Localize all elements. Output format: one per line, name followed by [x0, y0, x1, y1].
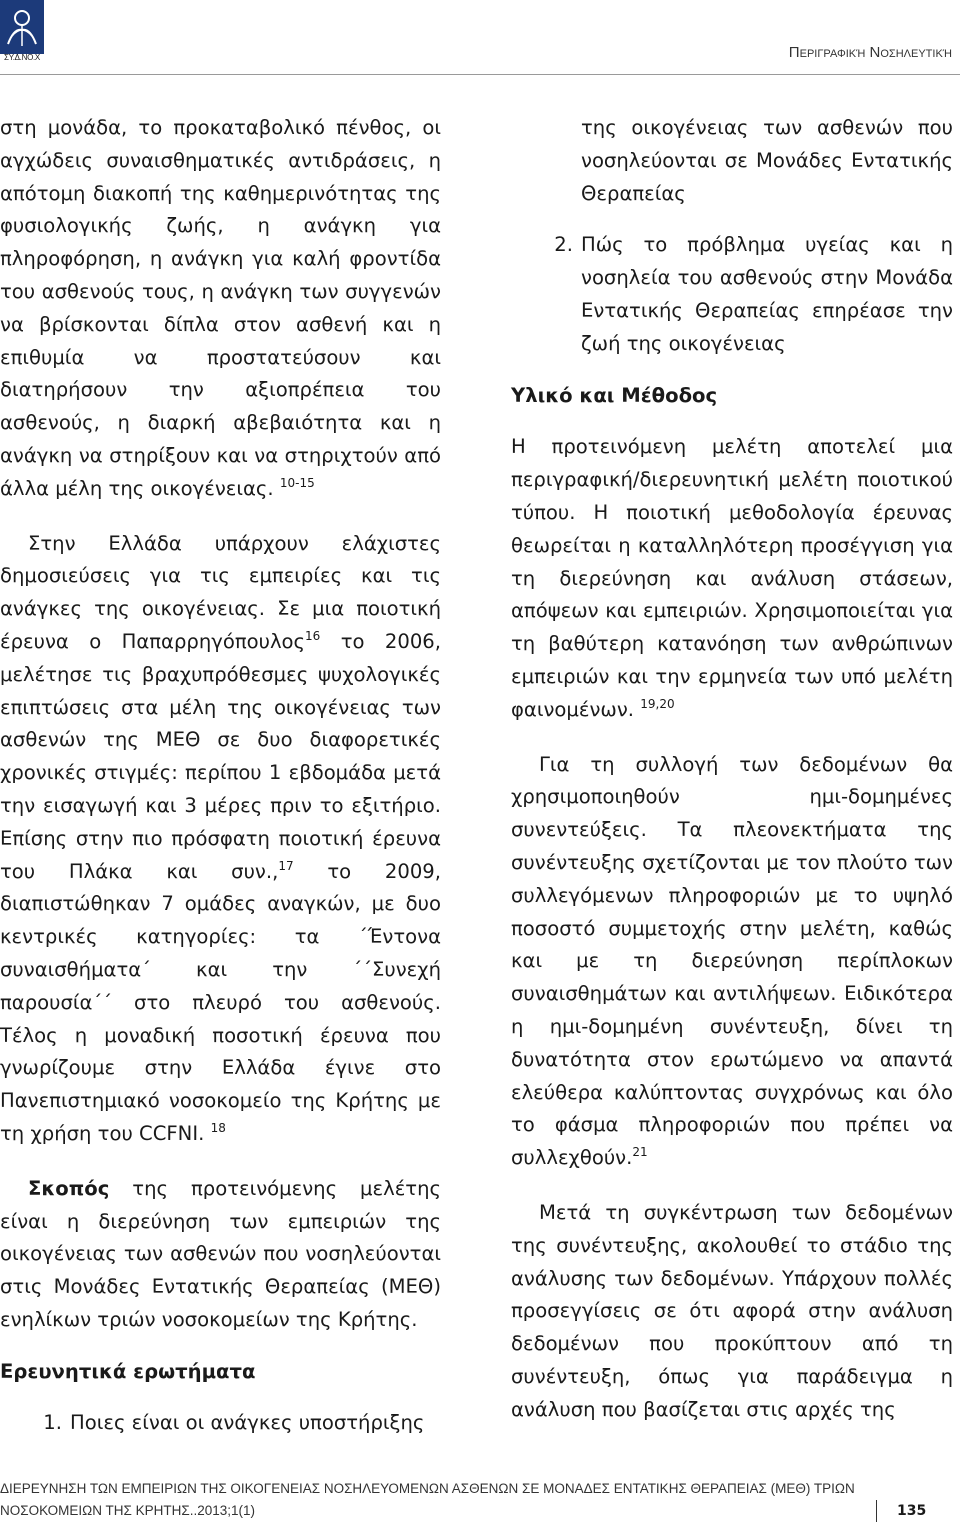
citation: 19,20 — [640, 696, 675, 711]
paragraph-text: το 2009, διαπιστώθηκαν 7 ομάδες αναγκών, με δυο κεντρικές κατηγορίες: τα ΄Έντονα συναισθήματα΄ και την ΄΄Συνεχή παρουσία΄΄ στο πλευρό του ασθενούς. Τέλος η μοναδική ποσοτική έρευνα που γνωρίζουμε στην Ελλάδα έγινε στο Πανεπιστημιακό νοσοκομείο της Κρήτης με τη χρήση του CCFNI. — [0, 859, 442, 1145]
logo-text: ΣΥ.Δ.ΝΟ.Χ — [4, 53, 40, 62]
footer-line-2: ΝΟΣΟΚΟΜΕΙΩΝ ΤΗΣ ΚΡΗΤΗΣ..2013;1(1) — [0, 1503, 256, 1518]
list-text: Πώς το πρόβλημα υγείας και η νοσηλεία του ασθενούς στην Μονάδα Εντατικής Θεραπείας επηρέασε την ζωή της οικογένειας — [581, 233, 953, 355]
paragraph-data-analysis: Μετά τη συγκέντρωση των δεδομένων της συνέντευξης, ακολουθεί το στάδιο της ανάλυσης των δεδομένων. Υπάρχουν πολλές προσεγγίσεις σε ότι αφορά στην ανάλυση δεδομένων που προκύπτουν από τη συνέντευξη, όπως για παράδειγμα η ανάλυση που βασίζεται στις αρχές της — [511, 1200, 953, 1421]
journal-logo — [0, 0, 44, 66]
list-number: 1. — [43, 1411, 62, 1435]
citation: 10-15 — [279, 475, 315, 490]
left-column — [0, 112, 441, 1440]
paragraph-data-collection — [511, 749, 953, 1175]
paragraph-text: Η προτεινόμενη μελέτη αποτελεί μια περιγραφική/διερευνητική μελέτη ποιοτικού τύπου. Η ποιοτική μεθοδολογία έρευνας θεωρείται η καταλληλότερη προσέγγιση για τη διερεύνηση και ανάλυση στάσεων, απόψεων και εμπειριών. Χρησιμοποιείται για τη βαθύτερη κατανόηση των ανθρώπινων εμπειριών και την ερμηνεία των υπό μελέτη φαινομένων. — [511, 435, 953, 721]
paragraph-study-design — [511, 431, 953, 726]
paragraph-text: Στην Ελλάδα υπάρχουν ελάχιστες δημοσιεύσεις για τις εμπειρίες και τις ανάγκες της οικογένειας. Σε μια ποιοτική έρευνα ο Παπαρρηγόπουλος — [0, 531, 441, 653]
citation: 17 — [278, 858, 294, 873]
paragraph-text: το 2006, μελέτησε τις βραχυπρόθεσμες ψυχολογικές επιπτώσεις στα μέλη της οικογένειας των ασθενών της ΜΕΘ σε δυο διαφορετικές χρονικές στιγμές: περίπου 1 εβδομάδα μετά την εισαγωγή και 3 μέρες πριν το εξιτήριο. Επίσης στην πιο πρόσφατη ποιοτική έρευνα του Πλάκα και συν., — [0, 629, 441, 883]
aim-label: Σκοπός — [28, 1176, 110, 1200]
list-continuation: της οικογένειας των ασθενών που νοσηλεύονται σε Μονάδες Εντατικής Θεραπείας — [581, 116, 953, 205]
citation: 21 — [632, 1145, 648, 1160]
list-item — [0, 1407, 441, 1440]
citation: 18 — [210, 1120, 226, 1135]
paragraph-text: της προτεινόμενης μελέτης είναι η διερεύνηση των εμπειριών της οικογένειας των ασθενών που νοσηλεύονται στις Μονάδες Εντατικής Θεραπείας (ΜΕΘ) ενηλίκων τριών νοσοκομείων της Κρήτης. — [0, 1176, 441, 1331]
paragraph-family-needs — [0, 112, 441, 506]
paragraph-aim — [0, 1173, 441, 1337]
methods-heading: Υλικό και Μέθοδος — [511, 383, 718, 407]
paragraph-text: στη μονάδα, το προκαταβολικό πένθος, οι αγχώδεις συναισθηματικές αντιδράσεις, η απότομη διακοπή της καθημερινότητας της φυσιολογικής ζωής, η ανάγκη για πληροφόρηση, η ανάγκη για καλή φροντίδα του ασθενούς τους, η ανάγκη των συγγενών να βρίσκονται δίπλα στον ασθενή και η επιθυμία να προστατεύσουν και διατηρήσουν την αξιοπρέπεια του ασθενούς, η διαρκή αβεβαιότητα και η ανάγκη να στηρίξουν και να στηριχτούν από άλλα μέλη της οικογένειας. — [0, 116, 441, 500]
right-column — [511, 112, 953, 1426]
citation: 16 — [305, 628, 321, 643]
footer-citation — [0, 1478, 855, 1522]
page-number: 135 — [876, 1500, 926, 1522]
list-item — [511, 229, 953, 360]
paragraph-greek-studies — [0, 528, 441, 1151]
footer-line-1: ΔΙΕΡΕΥΝΗΣΗ ΤΩΝ ΕΜΠΕΙΡΙΩΝ ΤΗΣ ΟΙΚΟΓΕΝΕΙΑΣ ΝΟΣΗΛΕΥΟΜΕΝΩΝ ΑΣΘΕΝΩΝ ΣΕ ΜΟΝΑΔΕΣ ΕΝΤΑΤΙΚΗΣ ΘΕΡΑΠΕΙΑΣ (ΜΕΘ) ΤΡΙΩΝ — [0, 1481, 855, 1496]
logo-emblem-icon — [0, 0, 44, 54]
paragraph-text: Για τη συλλογή των δεδομένων θα χρησιμοποιηθούν ημι-δομημένες συνεντεύξεις. Τα πλεονεκτήματα της συνέντευξης σχετίζονται με τον πλούτο των συλλεγόμενων πληροφοριών με το υψηλό ποσοστό συμμετοχής στην μελέτη, καθώς και με τη διερεύνηση περίπλοκων συναισθημάτων και αντιλήψεων. Ειδικότερα η ημι-δομημένη συνέντευξη, δίνει τη δυνατότητα στον ερωτώμενο να απαντά ελεύθερα καλύπτοντας συγχρόνως και όλο το φάσμα πληροφοριών που πρέπει να συλλεχθούν. — [511, 752, 953, 1170]
list-text: Ποιες είναι οι ανάγκες υποστήριξης — [70, 1411, 425, 1435]
list-number: 2. — [554, 233, 573, 257]
header-divider — [0, 74, 960, 75]
running-title: Περιγραφική Νοσηλευτική — [788, 44, 952, 61]
research-questions-heading: Ερευνητικά ερωτήματα — [0, 1359, 256, 1383]
